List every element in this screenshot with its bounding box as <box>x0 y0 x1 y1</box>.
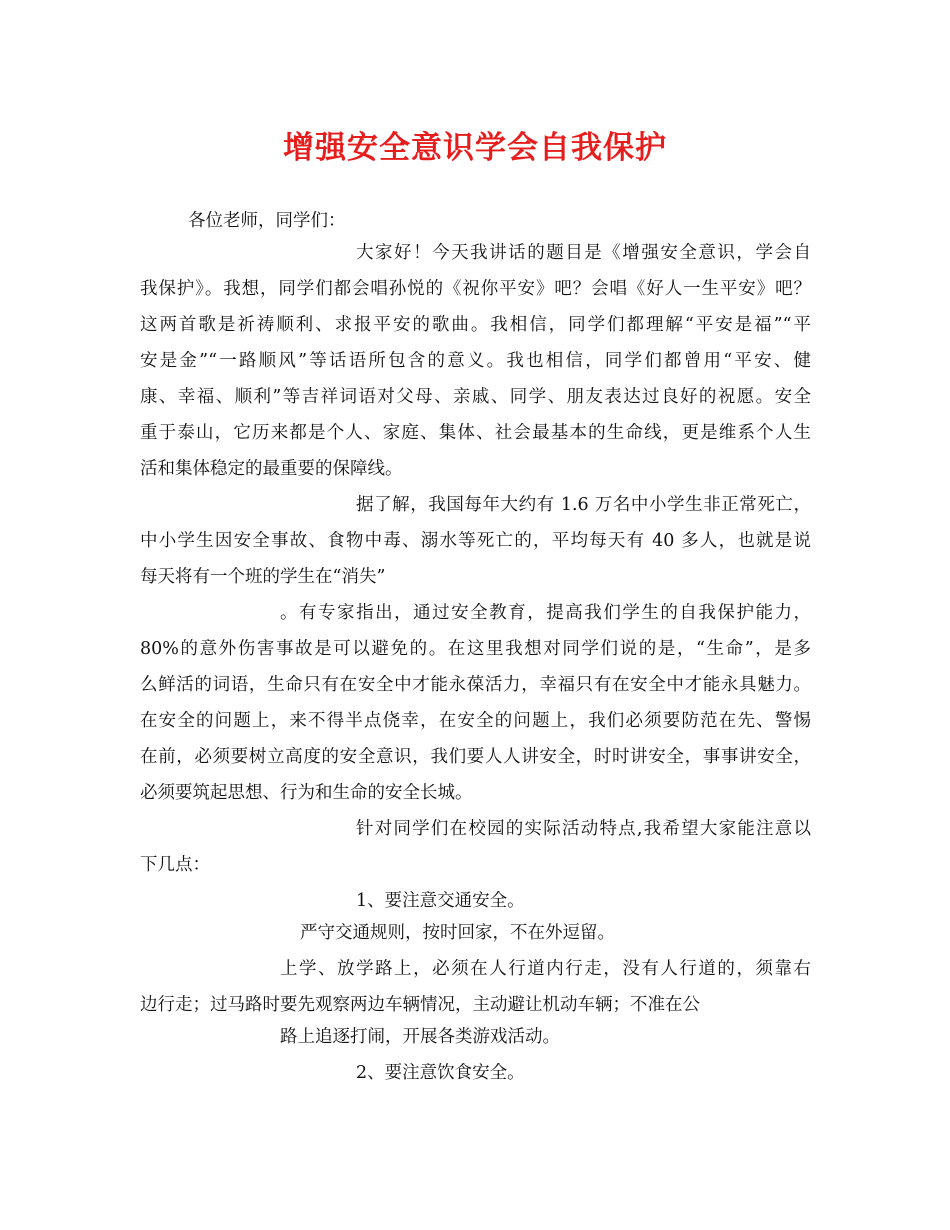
body-line: 下几点： <box>140 855 210 875</box>
body-line: 么鲜活的词语，生命只有在安全中才能永葆活力，幸福只有在安全中才能永具魅力。 <box>140 675 811 695</box>
body-line: 路上追逐打闹，开展各类游戏活动。 <box>280 1027 560 1047</box>
body-line: 必须要筑起思想、行为和生命的安全长城。 <box>140 783 473 803</box>
body-line: 我保护》。我想，同学们都会唱孙悦的《祝你平安》吧？会唱《好人一生平安》吧？ <box>140 279 811 299</box>
body-line: 据了解，我国每年大约有 1.6 万名中小学生非正常死亡， <box>356 495 811 515</box>
body-line: 活和集体稳定的最重要的保障线。 <box>140 459 403 479</box>
body-line: 在安全的问题上，来不得半点侥幸，在安全的问题上，我们必须要防范在先、警惕 <box>140 711 811 731</box>
body-line: 安是金”“一路顺风”等话语所包含的意义。我也相信，同学们都曾用“平安、健 <box>140 351 811 371</box>
body-line: 每天将有一个班的学生在“消失” <box>140 567 386 587</box>
body-line: 在前，必须要树立高度的安全意识，我们要人人讲安全，时时讲安全，事事讲安全， <box>140 747 811 767</box>
body-line: 上学、放学路上，必须在人行道内行走，没有人行道的，须靠右 <box>280 959 811 979</box>
body-line: 严守交通规则，按时回家，不在外逗留。 <box>300 923 615 943</box>
body-line: 针对同学们在校园的实际活动特点,我希望大家能注意以 <box>356 819 811 839</box>
body-line: 大家好！今天我讲话的题目是《增强安全意识，学会自 <box>356 243 811 263</box>
section-heading: 2、要注意饮食安全。 <box>356 1063 525 1083</box>
body-line: 边行走；过马路时要先观察两边车辆情况，主动避让机动车辆；不准在公 <box>140 995 700 1015</box>
body-line: 康、幸福、顺利”等吉祥词语对父母、亲戚、同学、朋友表达过良好的祝愿。安全 <box>140 387 811 407</box>
section-heading: 1、要注意交通安全。 <box>356 891 525 911</box>
salutation-line: 各位老师，同学们： <box>188 211 346 231</box>
body-line: 重于泰山，它历来都是个人、家庭、集体、社会最基本的生命线，更是维系个人生 <box>140 423 811 443</box>
document-title: 增强安全意识学会自我保护 <box>283 130 667 166</box>
body-line: 。有专家指出，通过安全教育，提高我们学生的自我保护能力， <box>280 603 811 623</box>
body-line: 中小学生因安全事故、食物中毒、溺水等死亡的，平均每天有 40 多人，也就是说 <box>140 531 811 551</box>
body-line: 80%的意外伤害事故是可以避免的。在这里我想对同学们说的是，“生命”，是多 <box>140 639 811 659</box>
body-line: 这两首歌是祈祷顺利、求报平安的歌曲。我相信，同学们都理解“平安是福”“平 <box>140 315 811 335</box>
